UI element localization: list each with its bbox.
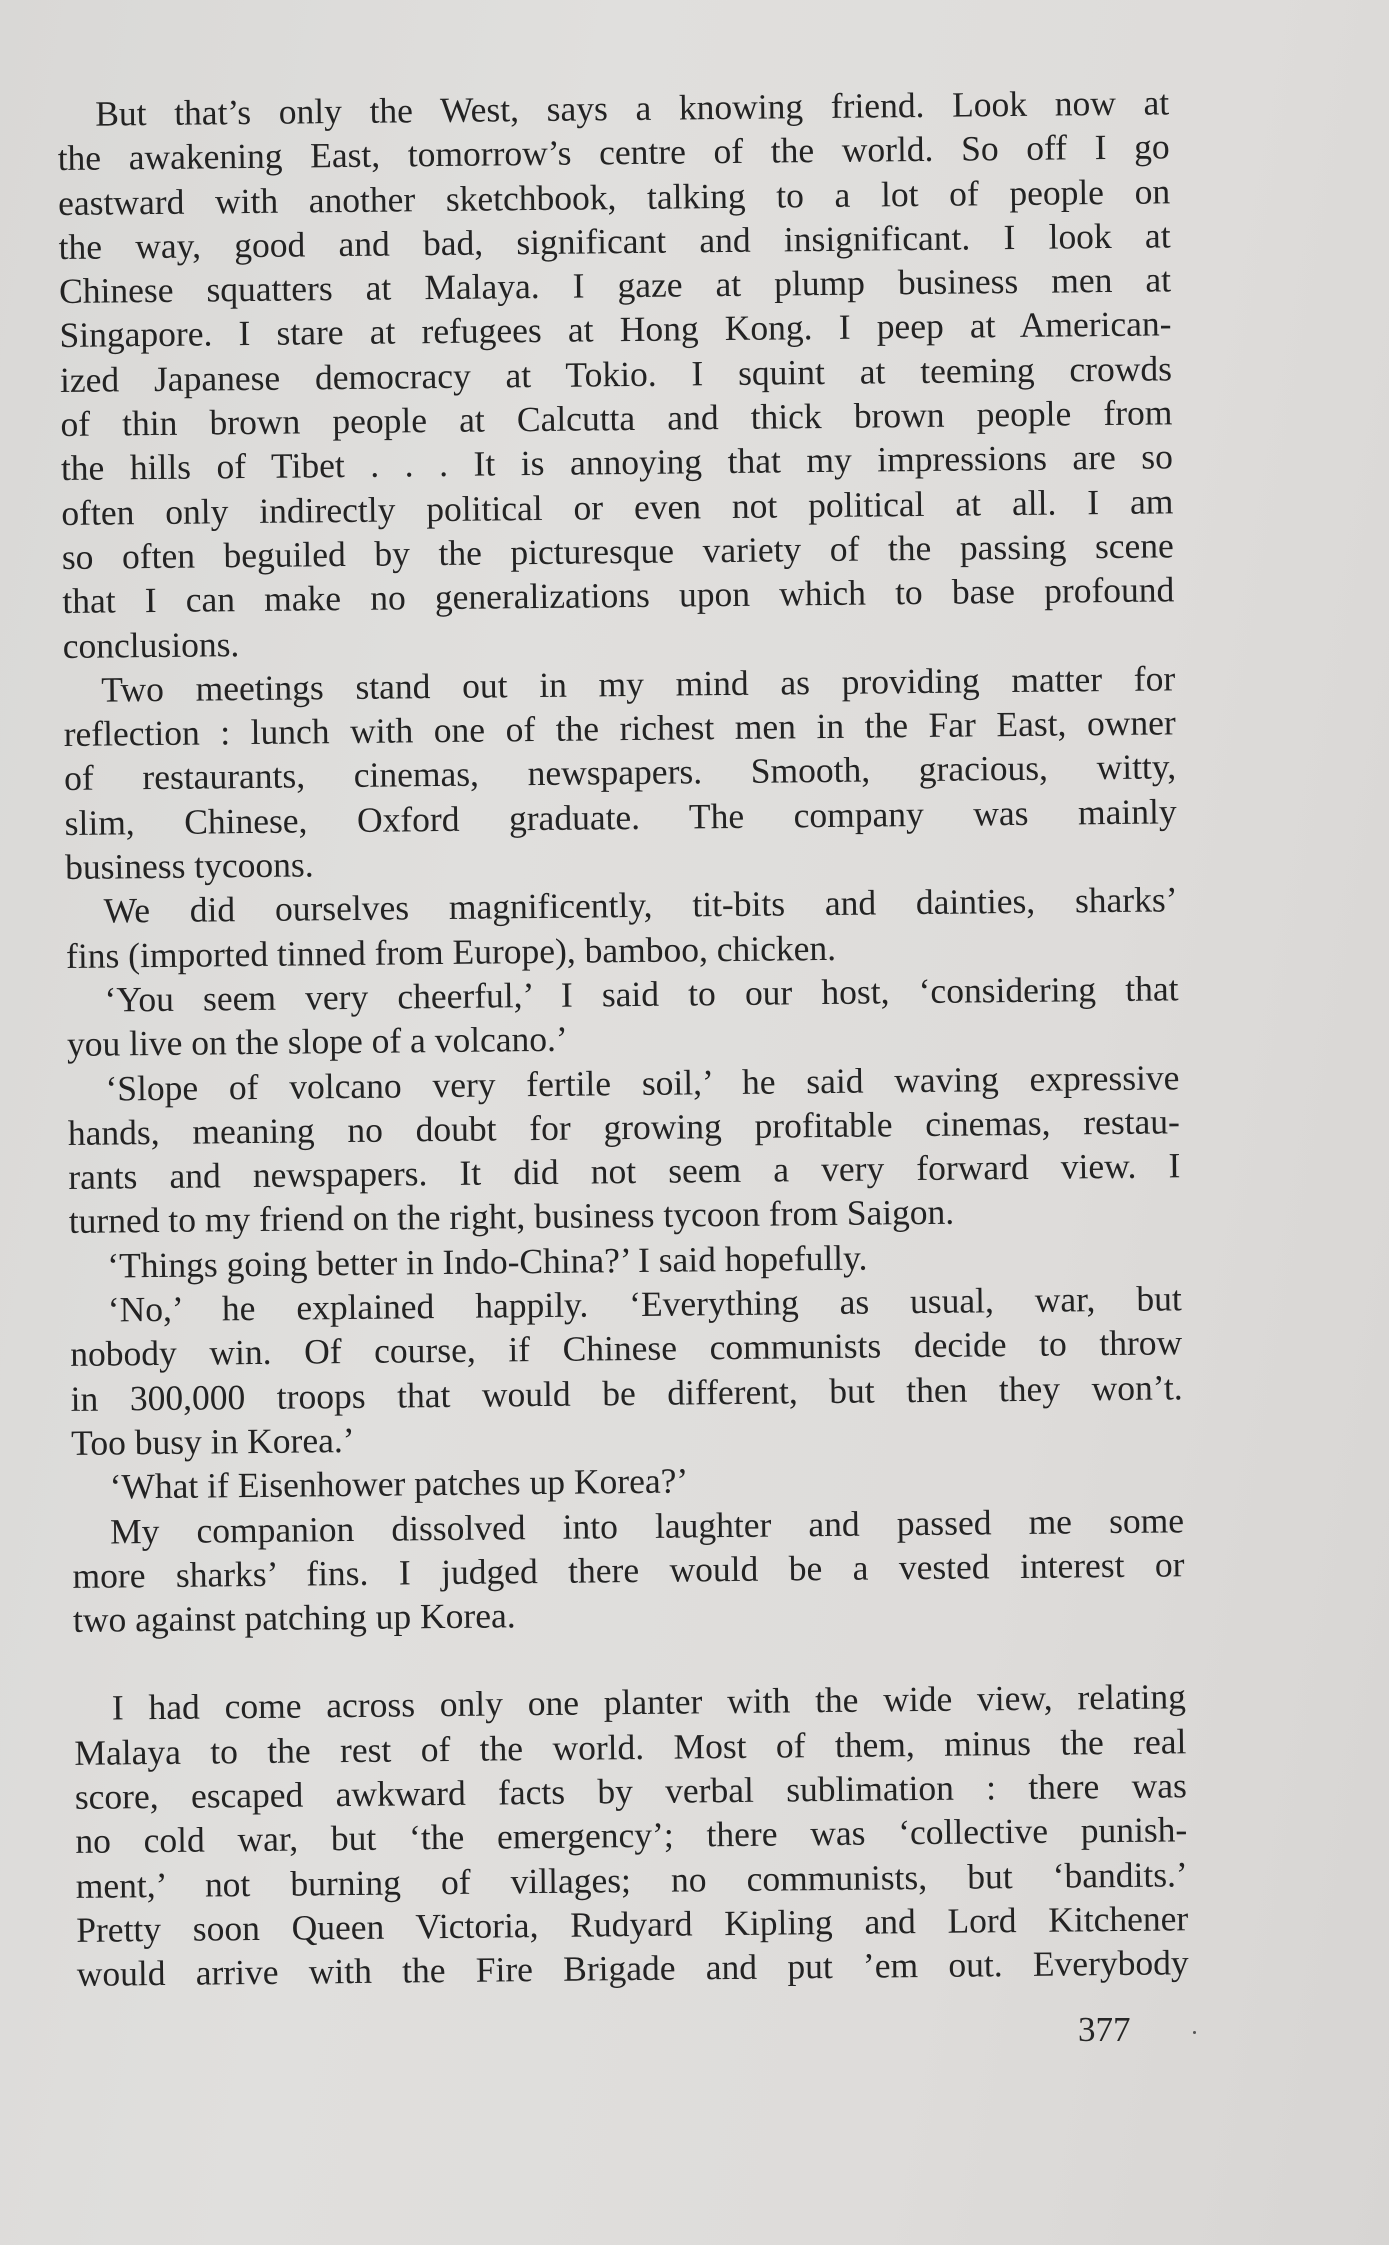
text-line: We did ourselves magnificently, tit-bits and dainties, sharks’: [103, 879, 1178, 931]
text-line: would arrive with the Fire Brigade and put ’em out. Everybody: [76, 1942, 1189, 1995]
text-line: Pretty soon Queen Victoria, Rudyard Kipling and Lord Kitchener: [76, 1898, 1189, 1950]
margin-dot: [1193, 2031, 1196, 2034]
text-line: ‘Things going better in Indo-China?’ I said hopefully.: [107, 1237, 868, 1286]
text-line: conclusions.: [62, 623, 240, 666]
text-line: the way, good and bad, significant and insignificant. I look at: [58, 215, 1171, 267]
text-line: no cold war, but ‘the emergency’; there was ‘collective punish-: [75, 1809, 1188, 1862]
text-line: I had come across only one planter with the wide view, relating: [111, 1676, 1187, 1728]
text-line: Chinese squatters at Malaya. I gaze at plump business men at: [58, 259, 1172, 312]
text-line: Two meetings stand out in my mind as providing matter for: [101, 658, 1176, 710]
text-line: score, escaped awkward facts by verbal sublimation : there was: [74, 1765, 1188, 1817]
text-line: ‘No,’ he explained happily. ‘Everything as usual, war, but: [107, 1278, 1182, 1330]
text-line: you live on the slope of a volcano.’: [66, 1018, 568, 1065]
text-line: two against patching up Korea.: [72, 1595, 516, 1641]
text-line: ized Japanese democracy at Tokio. I squint at teeming crowds: [59, 348, 1173, 400]
text-line: reflection : lunch with one of the richest men in the Far East, owner: [63, 702, 1176, 755]
text-line: Too busy in Korea.’: [70, 1419, 355, 1463]
text-line: rants and newspapers. It did not seem a very forward view. I: [68, 1145, 1181, 1198]
text-line: that I can make no generalizations upon which to base profound: [62, 569, 1175, 622]
text-line: Singapore. I stare at refugees at Hong Kong. I peep at American-: [59, 303, 1172, 356]
text-line: in 300,000 troops that would be different, but then they won’t.: [70, 1366, 1183, 1419]
text-line: turned to my friend on the right, business tycoon from Saigon.: [68, 1192, 955, 1242]
text-line: ‘You seem very cheerful,’ I said to our host, ‘considering that: [104, 968, 1179, 1020]
text-line: eastward with another sketchbook, talking to a lot of people on: [57, 170, 1171, 223]
page-number: 377: [1078, 2010, 1131, 2049]
text-line: nobody win. Of course, if Chinese communists decide to throw: [70, 1322, 1183, 1375]
text-line: the awakening East, tomorrow’s centre of the world. So off I go: [57, 126, 1170, 179]
text-line: My companion dissolved into laughter and passed me some: [109, 1499, 1185, 1552]
text-line: more sharks’ fins. I judged there would be a vested interest or: [72, 1544, 1185, 1596]
text-line: But that’s only the West, says a knowing friend. Look now at: [95, 82, 1170, 134]
text-line: ‘Slope of volcano very fertile soil,’ he said waving expressive: [105, 1056, 1180, 1109]
text-line: of restaurants, cinemas, newspapers. Smooth, gracious, witty,: [63, 746, 1177, 799]
text-line: often only indirectly political or even not political at all. I am: [61, 481, 1174, 533]
text-line: of thin brown people at Calcutta and thick brown people from: [60, 392, 1173, 445]
text-line: the hills of Tibet . . . It is annoying that my impressions are so: [60, 436, 1174, 489]
text-line: business tycoons.: [64, 844, 314, 888]
text-line: Malaya to the rest of the world. Most of them, minus the real: [74, 1720, 1187, 1773]
text-line: hands, meaning no doubt for growing profitable cinemas, restau-: [67, 1101, 1181, 1153]
text-line: so often beguiled by the picturesque variety of the passing scene: [61, 525, 1175, 577]
body-text: [57, 80, 1189, 1996]
text-line: slim, Chinese, Oxford graduate. The company was mainly: [64, 791, 1177, 843]
text-line: fins (imported tinned from Europe), bamboo, chicken.: [65, 927, 837, 976]
text-line: ment,’ not burning of villages; no communists, but ‘bandits.’: [75, 1853, 1188, 1906]
text-line: ‘What if Eisenhower patches up Korea?’: [109, 1460, 689, 1507]
